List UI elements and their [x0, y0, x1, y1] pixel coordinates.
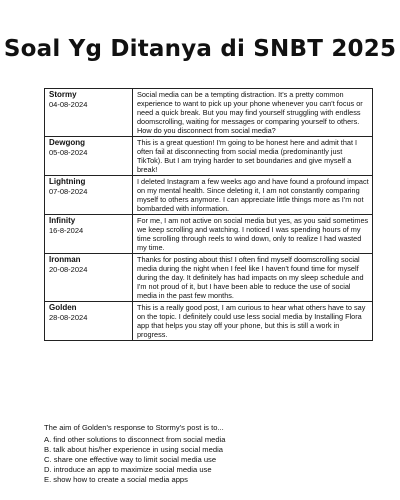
post-text: Social media can be a tempting distraction. It's a pretty common experience to want to pick up your phone whenever you can't focus or need a quick break. But you may find yourself struggling with endless doomscrolling, waiting for messages or comparing yourself to others. How do you disconnect from social media? [133, 89, 373, 137]
table-row [45, 89, 373, 137]
post-text: This is a great question! I'm going to be honest here and admit that I often fail at disconnecting from social media (predominantly just TikTok). But I am trying harder to set boundaries and give myself a break! [133, 137, 373, 176]
answer-option-c: C. share one effective way to limit social media use [44, 455, 217, 464]
post-date: 28-08-2024 [49, 313, 88, 322]
post-author-cell [45, 215, 133, 254]
post-text: This is a really good post, I am curious to hear what others have to say on the topic. I definitely could use less social media by Installing Flora app that helps you stay off your phone, but this is still a work in progress. [133, 302, 373, 341]
post-text: For me, I am not active on social media but yes, as you said sometimes we keep scrolling and watching. I noticed I was spending hours of my time scrolling through reels to wind down, only to realize I had wasted my time. [133, 215, 373, 254]
page-heading: Soal Yg Ditanya di SNBT 2025 [3, 36, 397, 62]
table-row [45, 302, 373, 341]
post-date: 07-08-2024 [49, 187, 88, 196]
post-author-cell [45, 176, 133, 215]
post-date: 04-08-2024 [49, 100, 88, 109]
post-author-cell [45, 89, 133, 137]
username: Golden [49, 303, 77, 312]
forum-posts-table [44, 88, 373, 341]
table-row [45, 176, 373, 215]
table-row [45, 215, 373, 254]
table-row [45, 254, 373, 302]
answer-option-e: E. show how to create a social media apps [44, 475, 188, 484]
post-author-cell [45, 137, 133, 176]
username: Dewgong [49, 138, 85, 147]
post-author-cell [45, 302, 133, 341]
question-prompt: The aim of Golden's response to Stormy's post is to... [44, 423, 224, 432]
post-date: 05-08-2024 [49, 148, 88, 157]
post-author-cell [45, 254, 133, 302]
username: Infinity [49, 216, 76, 225]
post-date: 16-8-2024 [49, 226, 84, 235]
post-date: 20-08-2024 [49, 265, 88, 274]
post-text: I deleted Instagram a few weeks ago and have found a profound impact on my mental health. Since deleting it, I am not constantly comparing myself to others anymore. I can appreciate little things more as I'm not bombarded with information. [133, 176, 373, 215]
username: Stormy [49, 90, 77, 99]
answer-option-d: D. introduce an app to maximize social media use [44, 465, 212, 474]
answer-option-b: B. talk about his/her experience in using social media [44, 445, 223, 454]
table-row [45, 137, 373, 176]
username: Ironman [49, 255, 81, 264]
question-block [44, 423, 374, 485]
username: Lightning [49, 177, 86, 186]
answer-option-a: A. find other solutions to disconnect from social media [44, 435, 226, 444]
post-text: Thanks for posting about this! I often find myself doomscrolling social media during the night when I feel like I haven't found time for myself during the day. It definitely has had impacts on my sleep schedule and I'm not proud of it, but I have been able to reduce the use of social media in the past few months. [133, 254, 373, 302]
